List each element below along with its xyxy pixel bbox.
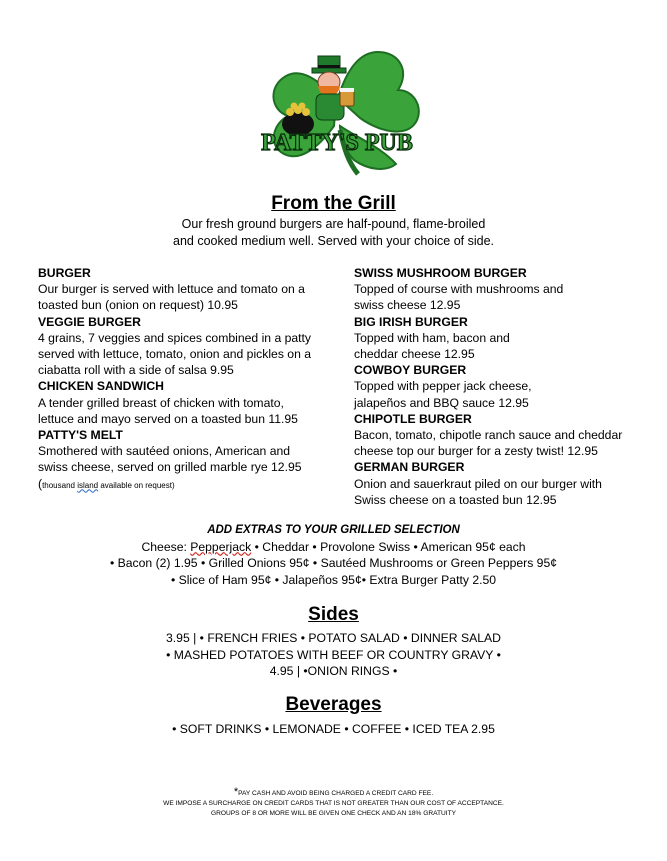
item-name: COWBOY BURGER bbox=[354, 363, 467, 378]
logo-text bbox=[261, 130, 413, 156]
grill-intro bbox=[0, 216, 667, 250]
menu-item-chicken-sandwich bbox=[38, 378, 338, 427]
item-name: PATTY'S MELT bbox=[38, 428, 123, 443]
svg-text:PATTY'S PUB: PATTY'S PUB bbox=[261, 130, 413, 156]
extras-section bbox=[0, 522, 667, 588]
menu-item-german-burger bbox=[354, 459, 654, 508]
item-name: CHIPOTLE BURGER bbox=[354, 411, 472, 426]
sides-line: 4.95 | •ONION RINGS • bbox=[269, 664, 398, 678]
grill-right-column bbox=[354, 265, 654, 508]
footer-line: WE IMPOSE A SURCHARGE ON CREDIT CARDS THAT IS NOT GREATER THAN OUR COST OF ACCEPTANCE. bbox=[163, 800, 504, 807]
menu-item-pattys-melt bbox=[38, 427, 338, 494]
item-description: Onion and sauerkraut piled on our burger with Swiss cheese on a toasted bun 12.95 bbox=[354, 476, 602, 507]
footer-line: GROUPS OF 8 OR MORE WILL BE GIVEN ONE CHECK AND AN 18% GRATUITY bbox=[210, 810, 457, 817]
section-title-beverages: Beverages bbox=[285, 694, 382, 715]
menu-item-big-irish-burger bbox=[354, 314, 654, 363]
menu-item-chipotle-burger bbox=[354, 411, 654, 460]
sides-line: 3.95 | • FRENCH FRIES • POTATO SALAD • DINNER SALAD bbox=[166, 631, 501, 645]
item-name: SWISS MUSHROOM BURGER bbox=[354, 266, 527, 280]
footer-line: *PAY CASH AND AVOID BEING CHARGED A CREDIT CARD FEE. bbox=[233, 786, 434, 798]
menu-item-cowboy-burger bbox=[354, 362, 654, 411]
menu-item-swiss-mushroom-burger bbox=[354, 265, 654, 314]
grill-left-column bbox=[38, 265, 338, 494]
item-description: A tender grilled breast of chicken with tomato, lettuce and mayo served on a toasted bun 11.95 bbox=[38, 395, 298, 426]
item-description: Bacon, tomato, chipotle ranch sauce and cheddar cheese top our burger for a zesty twist! 12.95 bbox=[354, 428, 623, 459]
sides-section bbox=[0, 630, 667, 680]
melt-note bbox=[38, 476, 338, 494]
item-description: Topped with ham, bacon and cheddar cheese 12.95 bbox=[354, 330, 510, 362]
footnote-star: * bbox=[233, 786, 239, 798]
item-name: GERMAN BURGER bbox=[354, 460, 465, 475]
note-text: thousand island available on request) bbox=[42, 480, 175, 490]
sides-line: • MASHED POTATOES WITH BEEF OR COUNTRY GRAVY • bbox=[166, 647, 501, 662]
item-description: Topped with pepper jack cheese, jalapeños and BBQ sauce 12.95 bbox=[354, 379, 532, 410]
grill-intro-line: and cooked medium well. Served with your choice of side. bbox=[173, 234, 494, 248]
pattys-pub-logo bbox=[248, 38, 426, 178]
grill-intro-line: Our fresh ground burgers are half-pound, flame-broiled bbox=[181, 217, 486, 231]
item-description: Topped of course with mushrooms and swiss cheese 12.95 bbox=[354, 282, 564, 313]
extras-cheese-line: Cheese: Pepperjack • Cheddar • Provolone Swiss • American 95¢ each bbox=[141, 539, 526, 554]
item-name: CHICKEN SANDWICH bbox=[38, 379, 164, 394]
beverages-section bbox=[0, 721, 667, 738]
menu-item-burger bbox=[38, 265, 338, 314]
section-title-sides: Sides bbox=[308, 604, 359, 625]
extras-line: • Slice of Ham 95¢ • Jalapeños 95¢• Extra Burger Patty 2.50 bbox=[170, 572, 497, 587]
item-description: 4 grains, 7 veggies and spices combined in a patty served with lettuce, tomato, onion and pickles on a ciabatta roll with a side of salsa 9.95 bbox=[38, 330, 312, 378]
note-paren: ( bbox=[38, 476, 43, 491]
menu-item-veggie-burger bbox=[38, 314, 338, 379]
extras-line: • Bacon (2) 1.95 • Grilled Onions 95¢ • Sautéed Mushrooms or Green Peppers 95¢ bbox=[109, 556, 558, 570]
section-title-grill: From the Grill bbox=[271, 193, 396, 214]
footer-notes bbox=[0, 787, 667, 819]
item-description: Our burger is served with lettuce and tomato on a toasted bun (onion on request) 10.95 bbox=[38, 282, 305, 313]
item-description: Smothered with sautéed onions, American and swiss cheese, served on grilled marble rye 12.95 bbox=[38, 444, 302, 475]
extras-title: ADD EXTRAS TO YOUR GRILLED SELECTION bbox=[207, 524, 460, 536]
item-name: VEGGIE BURGER bbox=[38, 314, 141, 329]
item-name: BIG IRISH BURGER bbox=[354, 314, 468, 329]
beverages-line: • SOFT DRINKS • LEMONADE • COFFEE • ICED TEA 2.95 bbox=[172, 722, 495, 736]
shamrock-logo-image bbox=[248, 38, 426, 178]
item-name: BURGER bbox=[38, 266, 91, 280]
